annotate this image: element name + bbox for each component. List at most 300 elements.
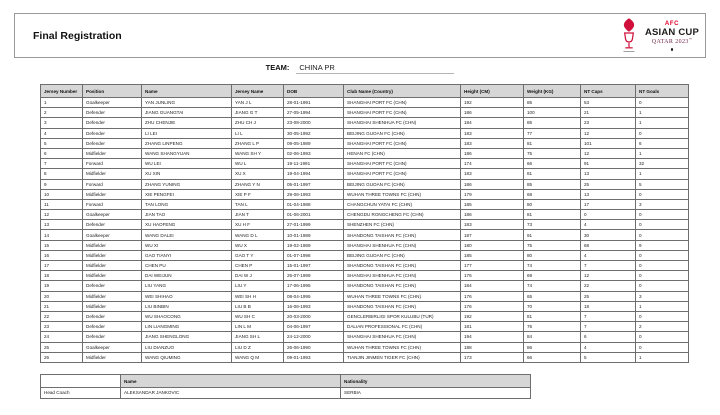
player-cell: 81 <box>524 169 581 179</box>
player-cell: GENCLERBIRLIGI SPOR KULUBU (TUR) <box>344 311 461 321</box>
logo-afc-text: AFC <box>664 20 680 27</box>
player-cell: Defender <box>83 108 142 118</box>
staff-table-header <box>41 375 531 388</box>
player-cell: 29-06-1993 <box>284 189 344 199</box>
player-cell: LIU DIANZUO <box>142 342 232 352</box>
player-cell: 17-06-1995 <box>284 281 344 291</box>
player-cell: 0 <box>636 342 689 352</box>
player-cell: 22 <box>581 281 636 291</box>
player-cell: 187 <box>461 230 524 240</box>
player-cell: 183 <box>461 220 524 230</box>
player-cell: WANG QIUMING <box>142 352 232 362</box>
players-table-header <box>41 85 689 98</box>
player-cell: 68 <box>581 240 636 250</box>
player-cell: 177 <box>461 261 524 271</box>
player-cell: 09-05-1989 <box>284 138 344 148</box>
staff-cell: Head Coach <box>41 388 121 399</box>
player-cell: 80 <box>524 250 581 260</box>
player-cell: 75 <box>524 148 581 158</box>
player-cell: XU H F <box>232 220 284 230</box>
player-cell: 80 <box>524 199 581 209</box>
player-cell: 27-05-1994 <box>284 108 344 118</box>
player-cell: 0 <box>636 210 689 220</box>
player-cell: 192 <box>461 311 524 321</box>
player-cell: SHANDONG TAISHAN FC (CHN) <box>344 261 461 271</box>
player-cell: 20-03-2000 <box>284 311 344 321</box>
player-cell: 7 <box>41 159 83 169</box>
player-cell: 1 <box>636 148 689 158</box>
player-cell: XU HAOFENG <box>142 220 232 230</box>
player-cell: 3 <box>636 199 689 209</box>
player-cell: WANG Q M <box>232 352 284 362</box>
player-cell: 25-07-1999 <box>284 271 344 281</box>
player-row <box>41 332 689 342</box>
player-cell: 6 <box>581 332 636 342</box>
player-row <box>41 148 689 158</box>
player-cell: LIN LIANGMING <box>142 322 232 332</box>
player-cell: 02-06-1993 <box>284 148 344 158</box>
player-row <box>41 159 689 169</box>
player-cell: JIANG GUANGTAI <box>142 108 232 118</box>
player-cell: LIU B B <box>232 301 284 311</box>
player-cell: ZHU CH J <box>232 118 284 128</box>
player-cell: 183 <box>461 138 524 148</box>
player-cell: 16 <box>41 250 83 260</box>
player-cell: YAN J L <box>232 98 284 108</box>
player-cell: 185 <box>461 199 524 209</box>
player-cell: Midfielder <box>83 301 142 311</box>
player-cell: 6 <box>636 138 689 148</box>
player-cell: Defender <box>83 118 142 128</box>
player-cell: 7 <box>581 261 636 271</box>
player-row <box>41 271 689 281</box>
logo-asian-cup-text: ASIAN CUP <box>644 26 699 38</box>
player-cell: 26 <box>41 352 83 362</box>
player-cell: LIU D Z <box>232 342 284 352</box>
player-row <box>41 301 689 311</box>
player-cell: 184 <box>461 118 524 128</box>
player-cell: 66 <box>524 159 581 169</box>
player-cell: Midfielder <box>83 240 142 250</box>
header-row <box>41 85 689 98</box>
player-cell: 86 <box>524 342 581 352</box>
player-cell: Forward <box>83 159 142 169</box>
player-cell: 5 <box>636 179 689 189</box>
player-cell: 77 <box>524 128 581 138</box>
staff-cell: ALEKSANDAR JANKOVIC <box>121 388 341 399</box>
player-cell: 22 <box>41 311 83 321</box>
column-header: Weight (KG) <box>524 85 581 98</box>
staff-nationality-header: Nationality <box>341 375 531 388</box>
player-cell: Forward <box>83 199 142 209</box>
player-cell: SHANDONG TAISHAN FC (CHN) <box>344 301 461 311</box>
player-cell: 25 <box>41 342 83 352</box>
player-cell: 13 <box>41 220 83 230</box>
player-cell: 30-05-1992 <box>284 128 344 138</box>
player-cell: 19-11-1991 <box>284 159 344 169</box>
player-cell: 1 <box>636 169 689 179</box>
player-cell: WU X <box>232 240 284 250</box>
document-header <box>14 13 706 58</box>
player-cell: LIU YANG <box>142 281 232 291</box>
player-cell: Defender <box>83 311 142 321</box>
player-cell: 188 <box>461 342 524 352</box>
player-cell: Defender <box>83 220 142 230</box>
player-cell: 70 <box>524 301 581 311</box>
player-cell: Midfielder <box>83 291 142 301</box>
staff-name-header: Name <box>121 375 341 388</box>
player-cell: 5 <box>41 138 83 148</box>
player-cell: 28-01-1991 <box>284 98 344 108</box>
player-cell: Defender <box>83 332 142 342</box>
player-row <box>41 108 689 118</box>
player-cell: 1 <box>636 108 689 118</box>
player-row <box>41 210 689 220</box>
column-header: Jersey Number <box>41 85 83 98</box>
player-cell: 13 <box>581 169 636 179</box>
player-cell: LI LEI <box>142 128 232 138</box>
player-cell: SHANGHAI PORT FC (CHN) <box>344 159 461 169</box>
player-cell: 183 <box>461 169 524 179</box>
player-cell: 15 <box>41 240 83 250</box>
player-cell: 1 <box>636 352 689 362</box>
player-cell: WU LEI <box>142 159 232 169</box>
team-name-value: CHINA PR <box>296 63 454 74</box>
player-cell: 23 <box>41 322 83 332</box>
player-cell: 04-06-1997 <box>284 322 344 332</box>
player-cell: 10-01-1989 <box>284 230 344 240</box>
staff-cell: SERBIA <box>341 388 531 399</box>
player-cell: 14 <box>41 230 83 240</box>
player-cell: YAN JUNLING <box>142 98 232 108</box>
column-header: Club Name (Country) <box>344 85 461 98</box>
player-cell: 21 <box>581 108 636 118</box>
player-row <box>41 189 689 199</box>
player-cell: GAO T Y <box>232 250 284 260</box>
player-cell: 184 <box>461 281 524 291</box>
player-cell: 192 <box>461 98 524 108</box>
player-cell: XU X <box>232 169 284 179</box>
player-cell: 194 <box>461 332 524 342</box>
player-cell: WU SHAOCONG <box>142 311 232 321</box>
player-cell: 12 <box>41 210 83 220</box>
player-row <box>41 291 689 301</box>
player-row <box>41 352 689 362</box>
player-cell: Defender <box>83 322 142 332</box>
player-cell: 65 <box>524 291 581 301</box>
player-cell: 66 <box>524 352 581 362</box>
player-cell: 74 <box>524 281 581 291</box>
player-cell: 32 <box>636 159 689 169</box>
player-cell: 0 <box>636 281 689 291</box>
player-cell: 75 <box>524 240 581 250</box>
player-cell: 1 <box>636 301 689 311</box>
player-cell: CHENGDU RONGCHENG FC (CHN) <box>344 210 461 220</box>
player-cell: 13 <box>581 189 636 199</box>
player-cell: 179 <box>461 189 524 199</box>
player-cell: 85 <box>524 118 581 128</box>
player-cell: 24 <box>41 332 83 342</box>
player-cell: JIANG SHENGLONG <box>142 332 232 342</box>
player-cell: WANG SH Y <box>232 148 284 158</box>
player-cell: TAN L <box>232 199 284 209</box>
player-cell: 09-01-1993 <box>284 352 344 362</box>
player-cell: 4 <box>581 342 636 352</box>
player-cell: 84 <box>524 332 581 342</box>
player-cell: BEIJING GUOAN FC (CHN) <box>344 250 461 260</box>
player-cell: ZHANG LINPENG <box>142 138 232 148</box>
staff-row <box>41 388 531 399</box>
player-cell: 0 <box>581 210 636 220</box>
player-cell: WANG D L <box>232 230 284 240</box>
player-cell: 100 <box>524 108 581 118</box>
player-cell: XU XIN <box>142 169 232 179</box>
player-cell: 26-06-1990 <box>284 342 344 352</box>
team-label: TEAM: <box>265 63 290 72</box>
player-cell: LIU Y <box>232 281 284 291</box>
player-cell: 2 <box>41 108 83 118</box>
player-cell: Midfielder <box>83 148 142 158</box>
player-cell: 91 <box>524 230 581 240</box>
player-cell: 16-06-1993 <box>284 301 344 311</box>
player-cell: Defender <box>83 138 142 148</box>
player-cell: 17 <box>581 199 636 209</box>
player-cell: ZHU CHENJIE <box>142 118 232 128</box>
column-header: NT Caps <box>581 85 636 98</box>
column-header: Name <box>142 85 232 98</box>
player-cell: XIE P F <box>232 189 284 199</box>
player-cell: JIAN T <box>232 210 284 220</box>
column-header: Position <box>83 85 142 98</box>
player-row <box>41 342 689 352</box>
player-row <box>41 250 689 260</box>
player-cell: TAN LONG <box>142 199 232 209</box>
player-cell: 18 <box>41 271 83 281</box>
player-cell: 0 <box>636 250 689 260</box>
player-cell: WANG DALEI <box>142 230 232 240</box>
player-cell: 25 <box>581 291 636 301</box>
player-cell: 12 <box>581 271 636 281</box>
player-cell: 176 <box>461 291 524 301</box>
column-header: NT Goals <box>636 85 689 98</box>
player-cell: 101 <box>581 138 636 148</box>
staff-corner-cell <box>41 375 121 388</box>
player-cell: 5 <box>581 352 636 362</box>
player-cell: Midfielder <box>83 250 142 260</box>
player-cell: Midfielder <box>83 352 142 362</box>
player-cell: 4 <box>581 250 636 260</box>
player-cell: 69 <box>524 271 581 281</box>
player-cell: BEIJING GUOAN FC (CHN) <box>344 179 461 189</box>
player-cell: SHANDONG TAISHAN FC (CHN) <box>344 230 461 240</box>
player-cell: Defender <box>83 281 142 291</box>
player-cell: WANG SHANGYUAN <box>142 148 232 158</box>
player-cell: 0 <box>636 261 689 271</box>
player-cell: 0 <box>636 230 689 240</box>
player-cell: ZHANG Y N <box>232 179 284 189</box>
player-cell: SHANGHAI SHENHUA FC (CHN) <box>344 271 461 281</box>
player-cell: 1 <box>41 98 83 108</box>
player-cell: 0 <box>636 332 689 342</box>
player-row <box>41 311 689 321</box>
player-cell: SHANGHAI PORT FC (CHN) <box>344 98 461 108</box>
player-cell: SHENZHEN FC (CHN) <box>344 220 461 230</box>
player-cell: HENAN FC (CHN) <box>344 148 461 158</box>
page-title: Final Registration <box>33 29 122 42</box>
player-cell: 73 <box>524 220 581 230</box>
players-table-body <box>41 98 689 363</box>
player-cell: 76 <box>524 322 581 332</box>
player-cell: 0 <box>636 311 689 321</box>
player-cell: 186 <box>461 210 524 220</box>
player-cell: TIANJIN JINMEN TIGER FC (CHN) <box>344 352 461 362</box>
player-row <box>41 138 689 148</box>
player-cell: 85 <box>524 98 581 108</box>
player-cell: 20 <box>41 291 83 301</box>
player-cell: 4 <box>581 220 636 230</box>
player-row <box>41 322 689 332</box>
player-cell: WEI SH H <box>232 291 284 301</box>
player-cell: 4 <box>41 128 83 138</box>
player-row <box>41 128 689 138</box>
player-cell: 05-01-1997 <box>284 179 344 189</box>
player-cell: 18 <box>581 301 636 311</box>
player-cell: CHEN P <box>232 261 284 271</box>
player-cell: 7 <box>581 311 636 321</box>
player-cell: 173 <box>461 352 524 362</box>
player-cell: SHANDONG TAISHAN FC (CHN) <box>344 281 461 291</box>
player-cell: 91 <box>581 159 636 169</box>
player-cell: 186 <box>461 108 524 118</box>
player-cell: WUHAN THREE TOWNS FC (CHN) <box>344 291 461 301</box>
player-cell: 181 <box>461 322 524 332</box>
player-cell: 08-04-1995 <box>284 291 344 301</box>
player-cell: 185 <box>461 250 524 260</box>
player-cell: Goalkeeper <box>83 342 142 352</box>
player-cell: 30 <box>581 230 636 240</box>
player-cell: SHANGHAI PORT FC (CHN) <box>344 108 461 118</box>
player-cell: CHEN PU <box>142 261 232 271</box>
player-cell: 19-04-1994 <box>284 169 344 179</box>
player-row <box>41 179 689 189</box>
player-cell: SHANGHAI SHENHUA FC (CHN) <box>344 118 461 128</box>
player-cell: 81 <box>524 138 581 148</box>
player-cell: WU L <box>232 159 284 169</box>
player-cell: 21 <box>41 301 83 311</box>
afc-asian-cup-logo <box>616 16 699 55</box>
player-row <box>41 261 689 271</box>
player-cell: 6 <box>41 148 83 158</box>
player-cell: 85 <box>524 179 581 189</box>
player-cell: 2 <box>636 322 689 332</box>
player-cell: WUHAN THREE TOWNS FC (CHN) <box>344 189 461 199</box>
player-cell: Goalkeeper <box>83 210 142 220</box>
player-cell: Goalkeeper <box>83 230 142 240</box>
player-cell: 12 <box>581 128 636 138</box>
player-cell: LI L <box>232 128 284 138</box>
player-cell: JIANG G T <box>232 108 284 118</box>
player-cell: 3 <box>41 118 83 128</box>
player-cell: 0 <box>636 189 689 199</box>
player-cell: 81 <box>524 210 581 220</box>
player-cell: 0 <box>636 220 689 230</box>
player-cell: WU XI <box>142 240 232 250</box>
player-cell: 0 <box>636 98 689 108</box>
player-cell: SHANGHAI SHENHUA FC (CHN) <box>344 240 461 250</box>
player-cell: 01-06-2001 <box>284 210 344 220</box>
column-header: Jersey Name <box>232 85 284 98</box>
player-cell: WU SH C <box>232 311 284 321</box>
player-row <box>41 220 689 230</box>
column-header: DOB <box>284 85 344 98</box>
player-cell: Defender <box>83 128 142 138</box>
player-cell: LIU BINBIN <box>142 301 232 311</box>
player-cell: JIAN TAO <box>142 210 232 220</box>
logo-wordmark <box>645 21 699 51</box>
player-cell: 25 <box>581 179 636 189</box>
player-cell: ZHANG L P <box>232 138 284 148</box>
player-cell: ZHANG YUNING <box>142 179 232 189</box>
player-cell: 23 <box>581 118 636 128</box>
player-cell: 8 <box>41 169 83 179</box>
player-cell: SHANGHAI SHENHUA FC (CHN) <box>344 332 461 342</box>
player-cell: 0 <box>636 271 689 281</box>
player-cell: 74 <box>524 261 581 271</box>
player-row <box>41 98 689 108</box>
player-cell: 81 <box>524 311 581 321</box>
player-cell: 0 <box>636 128 689 138</box>
header-row <box>41 375 531 388</box>
player-cell: Midfielder <box>83 271 142 281</box>
players-registration-table <box>40 84 689 363</box>
player-cell: Midfielder <box>83 169 142 179</box>
player-cell: SHANGHAI PORT FC (CHN) <box>344 138 461 148</box>
player-row <box>41 199 689 209</box>
player-cell: Midfielder <box>83 189 142 199</box>
player-cell: 183 <box>461 128 524 138</box>
player-cell: DAI WEIJUN <box>142 271 232 281</box>
trophy-emblem-icon <box>616 17 642 54</box>
player-cell: XIE PENGFEI <box>142 189 232 199</box>
player-cell: 01-04-1988 <box>284 199 344 209</box>
player-cell: BEIJING GUOAN FC (CHN) <box>344 128 461 138</box>
player-cell: 19 <box>41 281 83 291</box>
player-cell: 3 <box>636 291 689 301</box>
player-cell: 68 <box>524 189 581 199</box>
player-cell: Goalkeeper <box>83 98 142 108</box>
player-cell: 7 <box>581 322 636 332</box>
staff-table <box>40 374 531 399</box>
player-cell: SHANGHAI PORT FC (CHN) <box>344 169 461 179</box>
player-cell: 176 <box>461 271 524 281</box>
player-cell: 27-01-1999 <box>284 220 344 230</box>
player-cell: 01-07-1998 <box>284 250 344 260</box>
player-cell: 180 <box>461 240 524 250</box>
player-row <box>41 169 689 179</box>
player-cell: 9 <box>41 179 83 189</box>
player-row <box>41 230 689 240</box>
player-row <box>41 240 689 250</box>
player-cell: Midfielder <box>83 261 142 271</box>
player-cell: WUHAN THREE TOWNS FC (CHN) <box>344 342 461 352</box>
team-line <box>0 63 720 74</box>
player-cell: DALIAN PROFESSIONAL FC (CHN) <box>344 322 461 332</box>
player-cell: 11 <box>41 199 83 209</box>
player-cell: 186 <box>461 148 524 158</box>
player-cell: 15-01-1997 <box>284 261 344 271</box>
player-cell: DAI W J <box>232 271 284 281</box>
player-cell: 186 <box>461 179 524 189</box>
